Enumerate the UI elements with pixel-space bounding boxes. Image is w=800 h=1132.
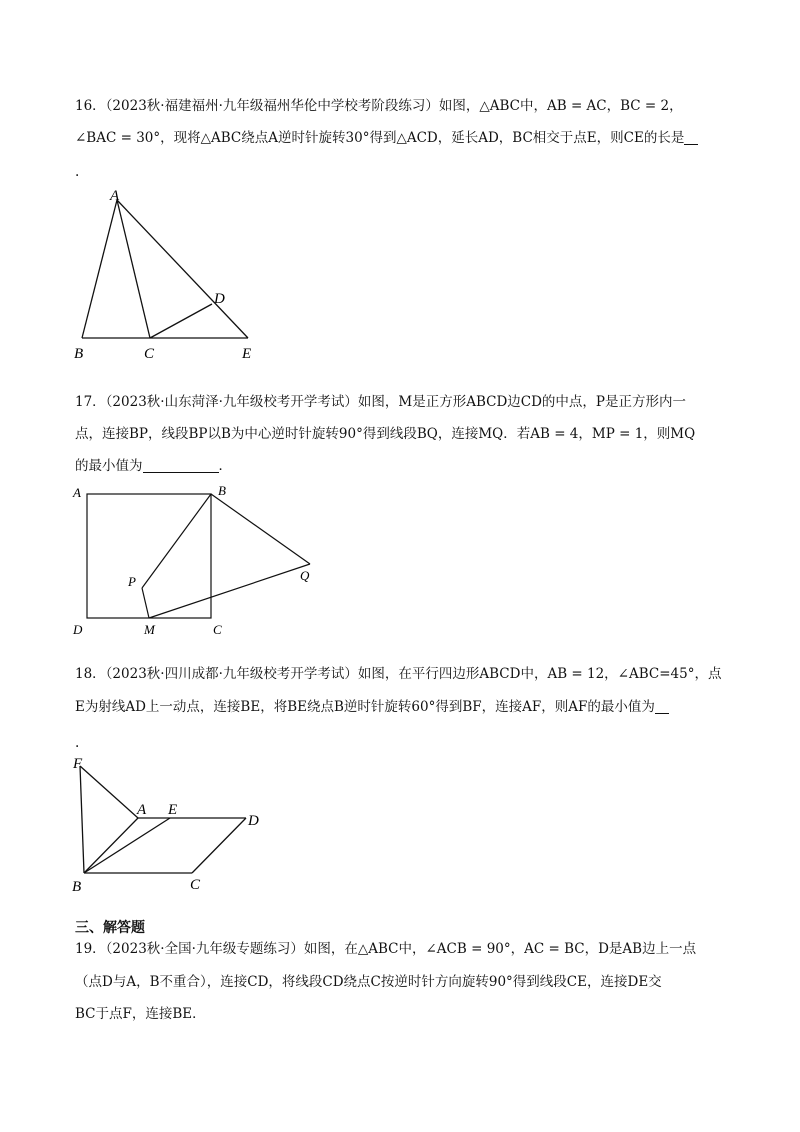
q17-label-a: A	[73, 485, 81, 500]
q18-answer-blank	[655, 699, 669, 714]
q16-label-c: C	[144, 346, 155, 362]
q18-label-d: D	[248, 813, 259, 829]
q18-figure	[70, 752, 280, 897]
q16-label-b: B	[74, 346, 84, 362]
q17-label-c: C	[213, 622, 222, 637]
q17-label-p: P	[128, 574, 136, 589]
q17-text-line3	[75, 456, 232, 476]
q18-label-b: B	[72, 879, 82, 895]
q17-label-b: B	[218, 483, 226, 498]
q18-line2-text: E为射线AD上一动点，连接BE，将BE绕点B逆时针旋转60°得到BF，连接AF，则AF的最小值为	[75, 699, 655, 715]
q16-line2-text: ∠BAC = 30°，现将△ABC绕点A逆时针旋转30°得到△ACD，延长AD，BC相交于点E，则CE的长是	[75, 130, 685, 146]
q18-label-f: F	[73, 756, 83, 772]
q16-answer-blank	[684, 130, 698, 145]
q16-text-line3: .	[75, 164, 80, 180]
q19-text-line3: BC于点F，连接BE．	[75, 1006, 206, 1022]
q16-figure	[70, 188, 270, 368]
q16-label-a: A	[110, 188, 120, 204]
q17-text-line2: 点，连接BP，线段BP以B为中心逆时针旋转90°得到线段BQ，连接MQ．若AB = 4，MP = 1，则MQ	[75, 426, 696, 442]
q17-text-line1: 17．（2023秋·山东菏泽·九年级校考开学考试）如图，M是正方形ABCD边CD的中点，P是正方形内一	[75, 394, 686, 410]
q17-line3-text: 的最小值为	[75, 458, 143, 474]
q16-text-line2	[75, 128, 698, 148]
q17-line3-end: ．	[218, 458, 232, 474]
q18-text-line1: 18．（2023秋·四川成都·九年级校考开学考试）如图，在平行四边形ABCD中，AB = 12，∠ABC=45°，点	[75, 666, 722, 682]
q17-label-q: Q	[300, 568, 310, 583]
q18-label-e: E	[168, 802, 178, 818]
q16-text-line1: 16．（2023秋·福建福州·九年级福州华伦中学校考阶段练习）如图，△ABC中，AB = AC，BC = 2，	[75, 98, 683, 114]
q16-label-d: D	[214, 291, 225, 307]
section-title-answer-questions: 三、解答题	[75, 920, 145, 936]
q17-figure	[70, 482, 330, 642]
q19-text-line1: 19．（2023秋·全国·九年级专题练习）如图，在△ABC中，∠ACB = 90°，AC = BC，D是AB边上一点	[75, 941, 697, 957]
q18-label-a: A	[137, 802, 147, 818]
q17-label-d: D	[73, 622, 83, 637]
q17-answer-blank	[143, 458, 219, 473]
q16-label-e: E	[242, 346, 252, 362]
q18-text-line3: .	[75, 735, 80, 751]
q19-text-line2: （点D与A，B不重合），连接CD，将线段CD绕点C按逆时针方向旋转90°得到线段CE，连接DE交	[75, 974, 662, 990]
q18-label-c: C	[190, 877, 201, 893]
q18-text-line2	[75, 697, 669, 717]
q17-label-m: M	[144, 622, 155, 637]
